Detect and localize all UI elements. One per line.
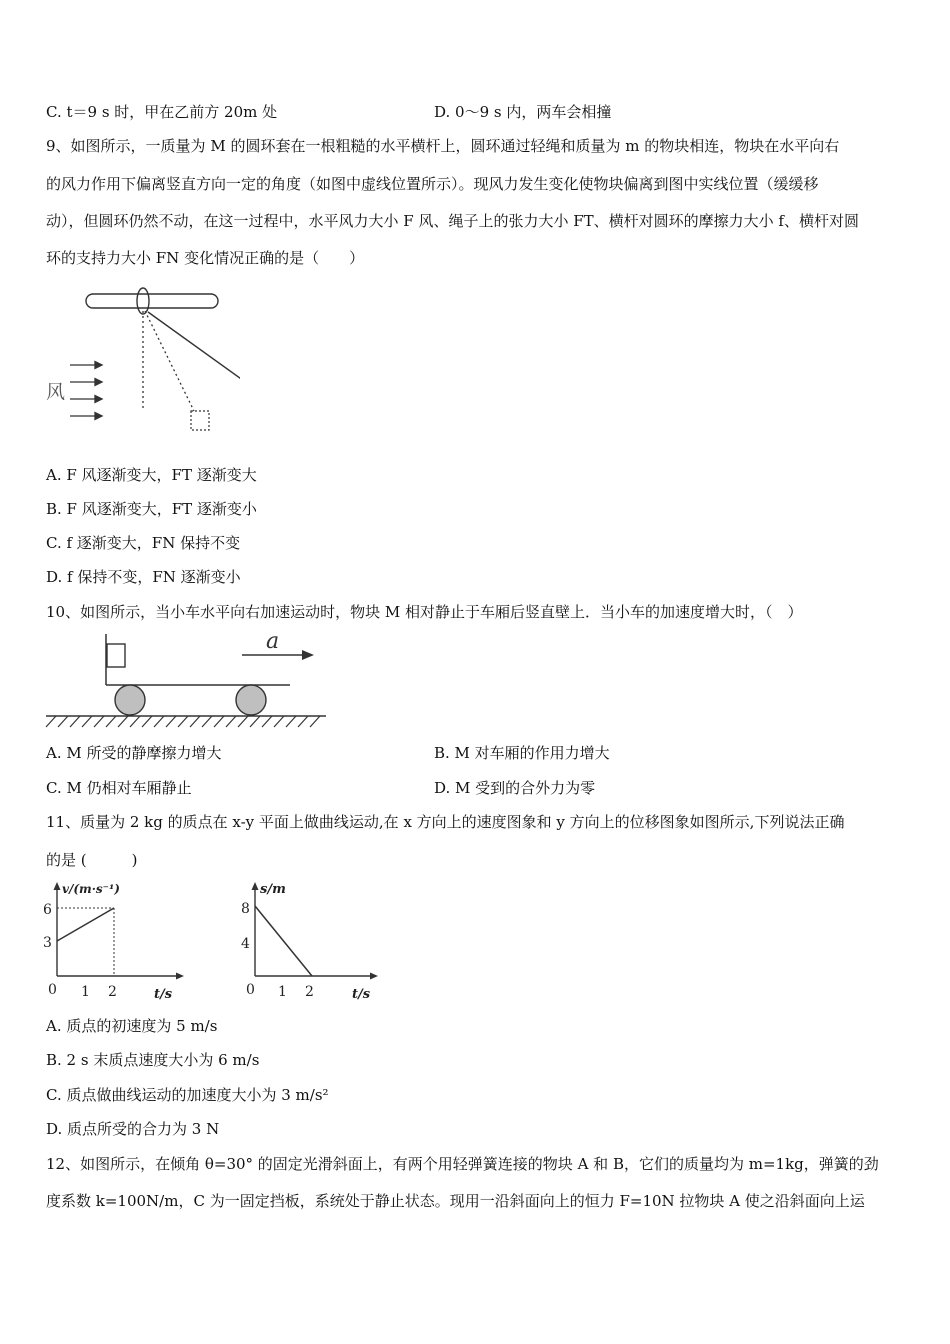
- q10-option-a: A. M 所受的静摩擦力增大: [46, 744, 222, 762]
- q9-option-b: B. F 风逐渐变大，FT 逐渐变小: [46, 500, 257, 518]
- q8-option-d: D. 0～9 s 内，两车会相撞: [434, 103, 612, 121]
- q11-stem-line-2: 的是 ( ): [46, 851, 138, 869]
- wind-label: 风: [46, 381, 66, 403]
- wheel-right: [236, 685, 266, 715]
- v-axis-label: v/(m·s⁻¹): [62, 882, 120, 896]
- t-tick-1: 1: [278, 984, 287, 1000]
- v-axis-arrow: [54, 882, 61, 890]
- t-tick-0: 0: [48, 982, 57, 998]
- q10-option-b: B. M 对车厢的作用力增大: [434, 744, 610, 762]
- q11-option-b: B. 2 s 末质点速度大小为 6 m/s: [46, 1051, 260, 1069]
- q10-figure: [44, 630, 334, 730]
- acceleration-arrowhead: [302, 650, 314, 660]
- q12-stem-line-2: 度系数 k=100N/m，C 为一固定挡板，系统处于静止状态。现用一沿斜面向上的恒力 F=10N 拉物块 A 使之沿斜面向上运: [46, 1192, 865, 1210]
- q11-graph-velocity: [40, 878, 190, 1004]
- block-m: [107, 644, 125, 667]
- t-tick-1: 1: [81, 984, 90, 1000]
- solid-rope: [148, 312, 240, 381]
- q11-option-a: A. 质点的初速度为 5 m/s: [46, 1017, 218, 1035]
- t-axis-arrow: [370, 973, 378, 980]
- q9-stem-line-2: 的风力作用下偏离竖直方向一定的角度（如图中虚线位置所示）。现风力发生变化使物块偏离到图中实线位置（缓缓移: [46, 175, 819, 193]
- t-axis-label: t/s: [154, 987, 173, 1002]
- ground-hatch: [46, 716, 320, 727]
- q9-option-a: A. F 风逐渐变大，FT 逐渐变大: [46, 466, 257, 484]
- q8-option-c: C. t＝9 s 时，甲在乙前方 20m 处: [46, 103, 278, 121]
- horizontal-rod: [86, 294, 218, 308]
- q9-stem-line-4: 环的支持力大小 FN 变化情况正确的是（ ）: [46, 249, 365, 267]
- wheel-left: [115, 685, 145, 715]
- t-tick-0: 0: [246, 982, 255, 998]
- q9-option-c: C. f 逐渐变大，FN 保持不变: [46, 534, 241, 552]
- q9-stem-line-1: 9、如图所示，一质量为 M 的圆环套在一根粗糙的水平横杆上，圆环通过轻绳和质量为 m 的物块相连，物块在水平向右: [46, 137, 840, 155]
- s-tick-4: 4: [241, 936, 250, 952]
- t-axis-label: t/s: [352, 987, 371, 1002]
- s-line: [255, 906, 312, 976]
- s-axis-arrow: [252, 882, 259, 890]
- q10-stem: 10、如图所示，当小车水平向右加速运动时，物块 M 相对静止于车厢后竖直壁上．当小车的加速度增大时，（ ）: [46, 603, 803, 621]
- q11-graph-displacement: [238, 878, 388, 1004]
- ring: [137, 288, 149, 314]
- dashed-block: [191, 411, 209, 430]
- acceleration-label: a: [266, 630, 280, 654]
- wind-arrows: [70, 362, 102, 420]
- v-tick-6: 6: [43, 902, 52, 918]
- q11-option-d: D. 质点所受的合力为 3 N: [46, 1120, 220, 1138]
- v-tick-3: 3: [43, 935, 52, 951]
- q10-option-c: C. M 仍相对车厢静止: [46, 779, 192, 797]
- s-axis-label: s/m: [260, 882, 286, 897]
- q10-option-d: D. M 受到的合外力为零: [434, 779, 596, 797]
- t-axis-arrow: [176, 973, 184, 980]
- t-tick-2: 2: [305, 984, 314, 1000]
- q11-option-c: C. 质点做曲线运动的加速度大小为 3 m/s²: [46, 1086, 329, 1104]
- q9-stem-line-3: 动），但圆环仍然不动，在这一过程中，水平风力大小 F 风、绳子上的张力大小 FT、横杆对圆环的摩擦力大小 f、横杆对圆: [46, 212, 859, 230]
- s-tick-8: 8: [241, 901, 250, 917]
- q11-stem-line-1: 11、质量为 2 kg 的质点在 x-y 平面上做曲线运动,在 x 方向上的速度图象和 y 方向上的位移图象如图所示,下列说法正确: [46, 813, 845, 831]
- q9-figure: [40, 285, 240, 440]
- q9-option-d: D. f 保持不变，FN 逐渐变小: [46, 568, 241, 586]
- dashed-rope-old: [145, 311, 194, 411]
- t-tick-2: 2: [108, 984, 117, 1000]
- q12-stem-line-1: 12、如图所示，在倾角 θ=30° 的固定光滑斜面上，有两个用轻弹簧连接的物块 A 和 B，它们的质量均为 m=1kg，弹簧的劲: [46, 1155, 879, 1173]
- v-line: [57, 908, 114, 941]
